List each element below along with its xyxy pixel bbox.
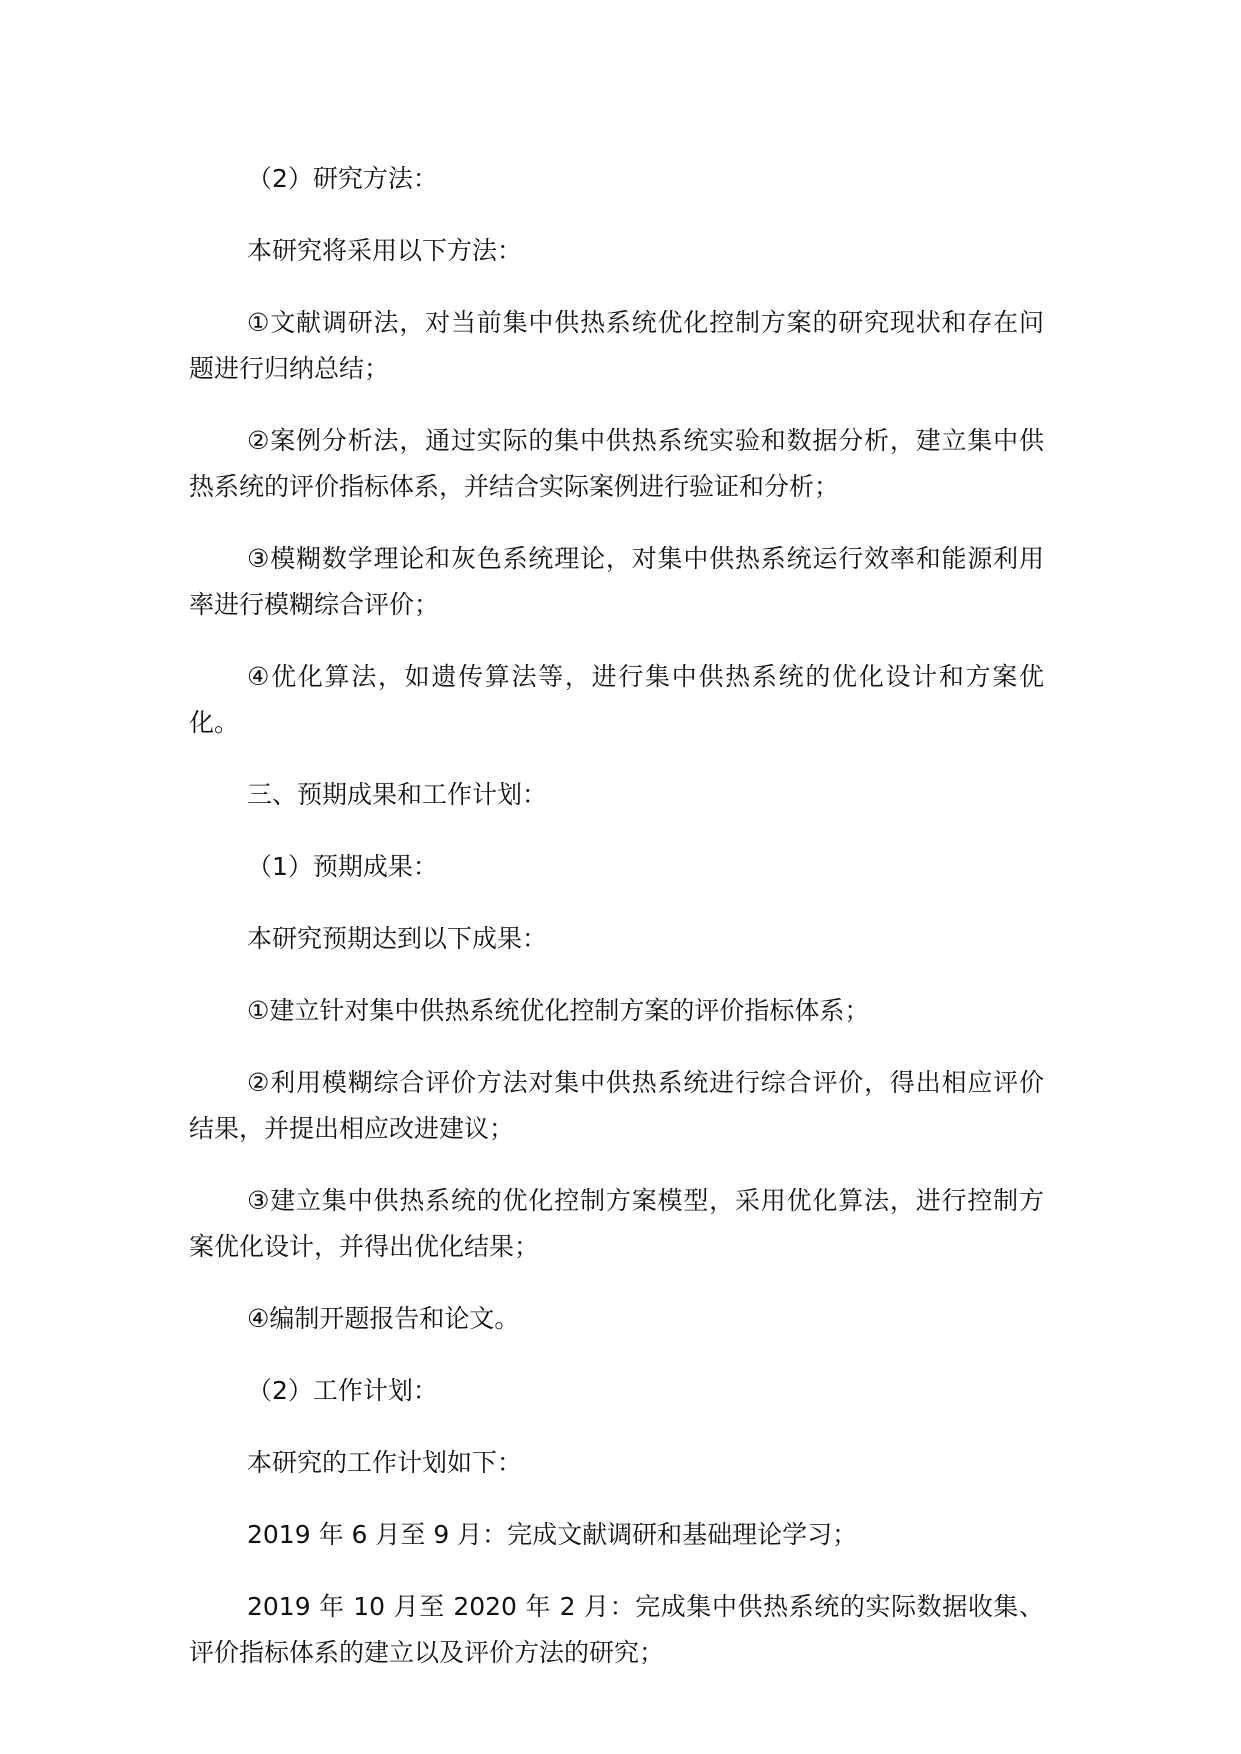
result-item-2: ②利用模糊综合评价方法对集中供热系统进行综合评价，得出相应评价结果，并提出相应改进建议； — [189, 1068, 1044, 1143]
work-plan-item-1: 2019 年 6 月至 9 月：完成文献调研和基础理论学习； — [247, 1520, 858, 1549]
heading-work-plan: （2）工作计划： — [247, 1376, 438, 1405]
methods-intro: 本研究将采用以下方法： — [247, 236, 523, 265]
results-intro: 本研究预期达到以下成果： — [247, 924, 548, 953]
result-item-3: ③建立集中供热系统的优化控制方案模型，采用优化算法，进行控制方案优化设计，并得出优化结果； — [189, 1186, 1044, 1261]
work-plan-intro: 本研究的工作计划如下： — [247, 1448, 523, 1477]
work-plan-item-2: 2019 年 10 月至 2020 年 2 月：完成集中供热系统的实际数据收集、评价指标体系的建立以及评价方法的研究； — [189, 1592, 1044, 1667]
method-item-1: ①文献调研法，对当前集中供热系统优化控制方案的研究现状和存在问题进行归纳总结； — [189, 308, 1044, 383]
method-item-2: ②案例分析法，通过实际的集中供热系统实验和数据分析，建立集中供热系统的评价指标体系，并结合实际案例进行验证和分析； — [189, 426, 1044, 501]
heading-research-methods: （2）研究方法： — [247, 164, 438, 193]
section-heading-results-plan: 三、预期成果和工作计划： — [247, 780, 548, 809]
heading-expected-results: （1）预期成果： — [247, 852, 438, 881]
result-item-1: ①建立针对集中供热系统优化控制方案的评价指标体系； — [247, 996, 870, 1025]
method-item-3: ③模糊数学理论和灰色系统理论，对集中供热系统运行效率和能源利用率进行模糊综合评价； — [189, 544, 1044, 619]
method-item-4: ④优化算法，如遗传算法等，进行集中供热系统的优化设计和方案优化。 — [189, 662, 1044, 737]
result-item-4: ④编制开题报告和论文。 — [247, 1304, 520, 1333]
document-page — [189, 156, 1044, 1702]
